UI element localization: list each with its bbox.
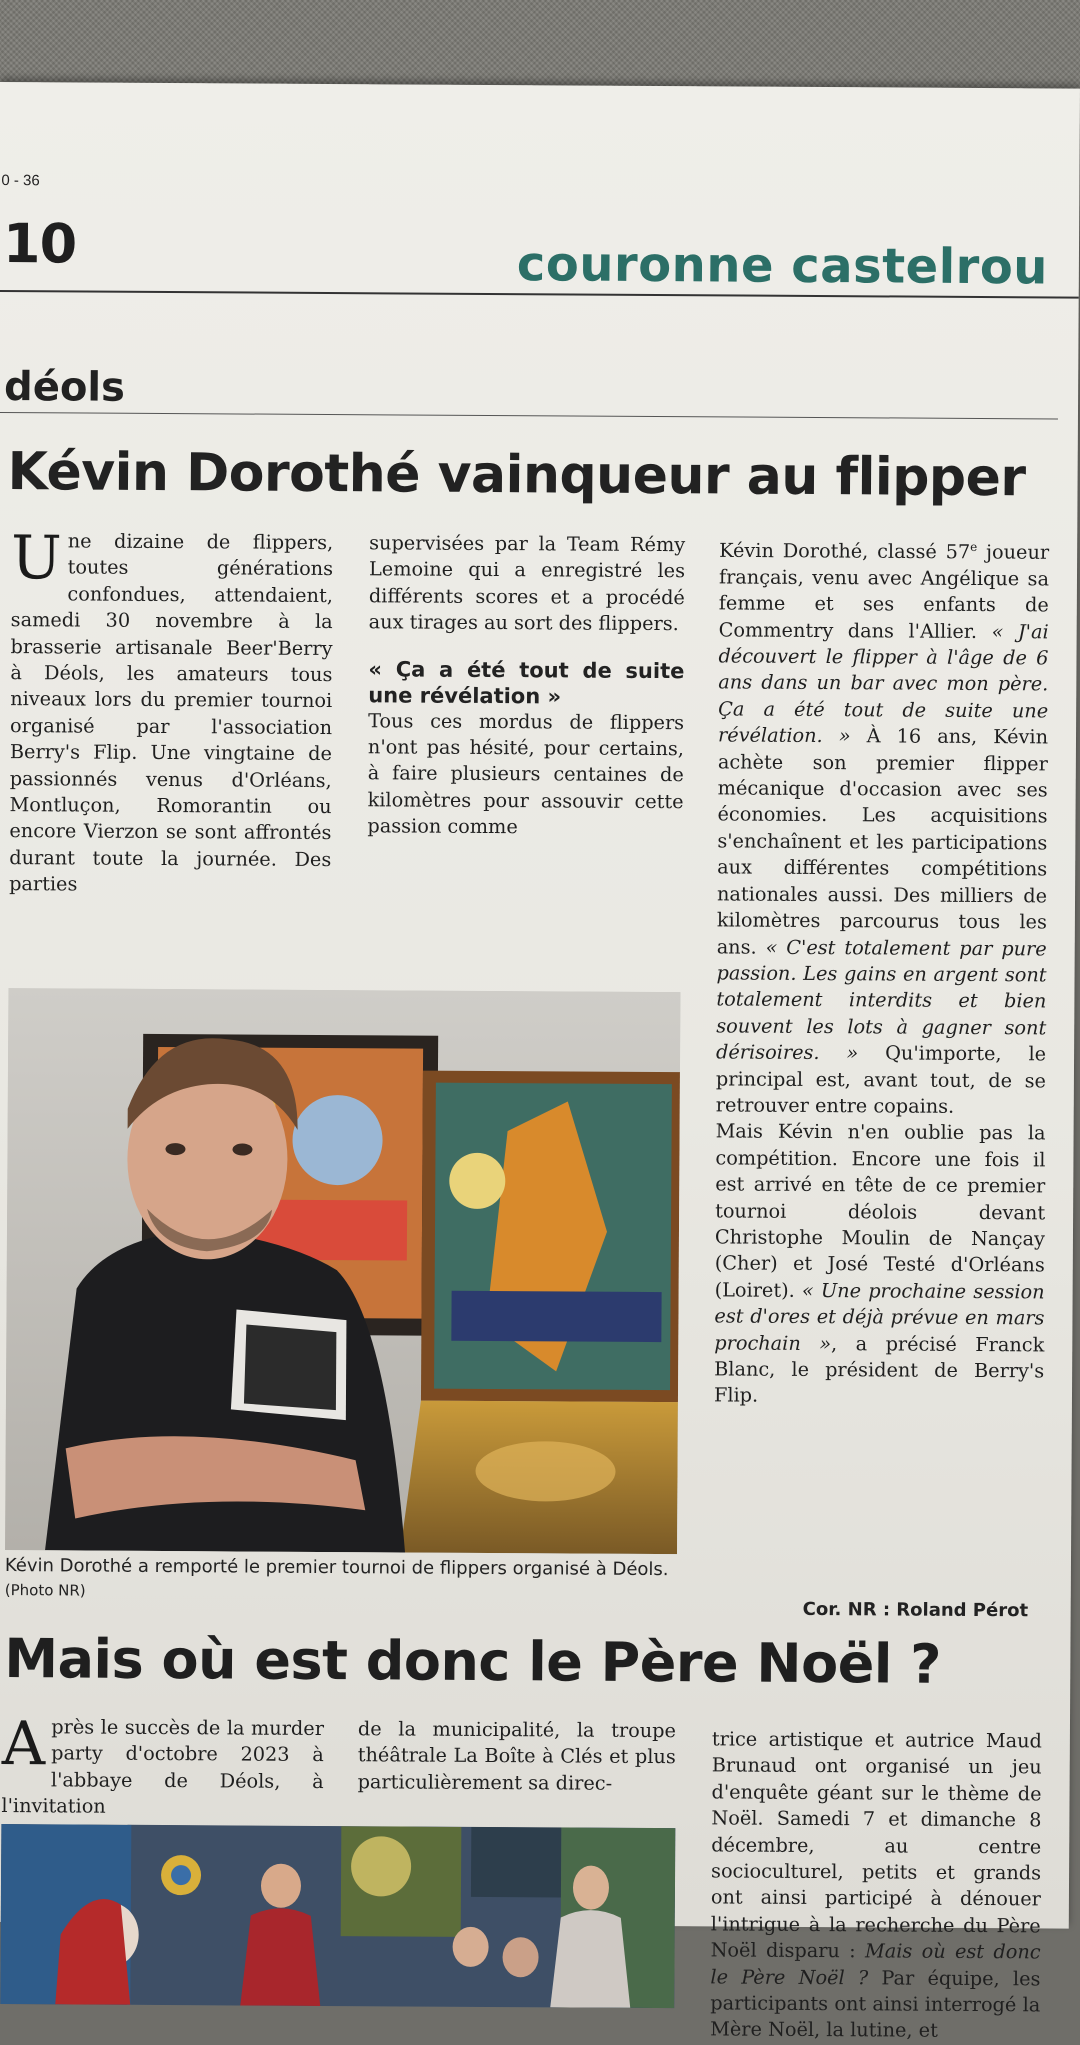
caption-text: Kévin Dorothé a remporté le premier tournoi de flippers organisé à Déols. bbox=[4, 1555, 669, 1581]
drop-cap: U bbox=[10, 523, 62, 594]
second-headline: Mais où est donc le Père Noël ? bbox=[4, 1627, 942, 1696]
article-headline: Kévin Dorothé vainqueur au flipper bbox=[7, 442, 1026, 509]
article-column-1 bbox=[9, 523, 334, 900]
column-text: Tous ces mordus de flippers n'ont pas hésité, pour certains, à faire plusieurs centaines de kilomètres pour assouvir cette passion comme bbox=[367, 708, 685, 839]
photo-credit: (Photo NR) bbox=[4, 1581, 86, 1600]
quote: Mais où est donc le Père Noël ? bbox=[710, 1939, 1041, 1989]
photo-illustration bbox=[0, 1824, 675, 2008]
column-text: Mais Kévin n'en oublie pas la compétition. Encore une fois il est arrivé en tête de ce premier tournoi déolois devant Christophe Moulin de Nançay (Cher) et José Testé d'Orléans (Loiret). bbox=[714, 1119, 1046, 1302]
locality-rule bbox=[0, 412, 1058, 419]
column-text: joueur français, venu avec Angélique sa femme et ses enfants de Commentry dans l'Allier. bbox=[718, 540, 1050, 643]
article2-column-1 bbox=[1, 1709, 325, 1822]
column-text: , a précisé Franck Blanc, le président de Berry's Flip. bbox=[713, 1331, 1045, 1408]
locality-label: déols bbox=[3, 364, 126, 411]
column-text: près le succès de la murder party d'octobre 2023 à l'abbaye de Déols, à l'invitation bbox=[1, 1715, 325, 1818]
second-article-photo bbox=[0, 1824, 675, 2008]
column-text: Qu'importe, le principal est, avant tout, de se retrouver entre copains. bbox=[715, 1041, 1047, 1118]
column-text: Kévin Dorothé, classé 57 bbox=[719, 538, 971, 564]
article2-column-2 bbox=[358, 1716, 676, 1797]
column-text: ne dizaine de flippers, toutes générations confondues, attendaient, samedi 30 novembre à la brasserie artisanale Beer'Berry à Déols, les amateurs tous niveaux lors du premier tournoi organisé par l'association Berry's Flip. Une vingtaine de passionnés venus d'Orléans, Montluçon, Romorantin ou encore Vierzon se sont affrontés durant toute la journée. Des parties bbox=[9, 529, 334, 896]
quote: « C'est totalement par pure passion. Les gains en argent sont totalement interdits et bien souvent les lots à gagner sont dérisoires. » bbox=[716, 935, 1047, 1065]
column-text: Par équipe, les participants ont ainsi interrogé la Mère Noël, la lutine, et bbox=[710, 1965, 1041, 2043]
drop-cap: A bbox=[1, 1709, 46, 1780]
article-column-3 bbox=[714, 532, 1049, 1411]
quote: « J'ai découvert le flipper à l'âge de 6 ans dans un bar avec mon père. Ça a été tout de suite une révélation. » bbox=[717, 619, 1049, 748]
article2-column-3 bbox=[710, 1726, 1042, 2045]
byline: Cor. NR : Roland Pérot bbox=[802, 1598, 1029, 1622]
newspaper-page bbox=[0, 82, 1080, 2043]
page-reference: 0 - 36 bbox=[1, 172, 40, 190]
column-text: supervisées par la Team Rémy Lemoine qui a enregistré les différents scores et a procédé aux tirages au sort des flippers. bbox=[368, 531, 686, 636]
page-number: 10 bbox=[2, 212, 77, 276]
column-text: À 16 ans, Kévin achète son premier flipper mécanique d'occasion avec ses économies. Les acquisitions s'enchaînent et les participations aux différentes compétitions nationales aussi. Des milliers de kilomètres parcourus tous les ans. bbox=[716, 724, 1049, 959]
subheading: « Ça a été tout de suite une révélation » bbox=[368, 656, 685, 709]
section-title: couronne castelrou bbox=[516, 236, 1049, 296]
article-column-2 bbox=[367, 530, 685, 842]
article-photo bbox=[5, 988, 680, 1554]
quote: « Une prochaine session est d'ores et déjà prévue en mars prochain » bbox=[714, 1278, 1045, 1355]
ordinal-suffix: e bbox=[970, 539, 978, 554]
photo-illustration bbox=[5, 988, 680, 1554]
column-text: trice artistique et autrice Maud Brunaud ont organisé un jeu d'enquête géant sur le thème de Noël. Samedi 7 et dimanche 8 décembre, au centre socioculturel, petits et grands ont ainsi participé à dénouer l'intrigue à la recherche du Père Noël disparu : bbox=[710, 1727, 1042, 1963]
photo-caption bbox=[5, 1554, 685, 1606]
column-text: de la municipalité, la troupe théâtrale La Boîte à Clés et plus particulièrement sa direc- bbox=[357, 1717, 677, 1795]
